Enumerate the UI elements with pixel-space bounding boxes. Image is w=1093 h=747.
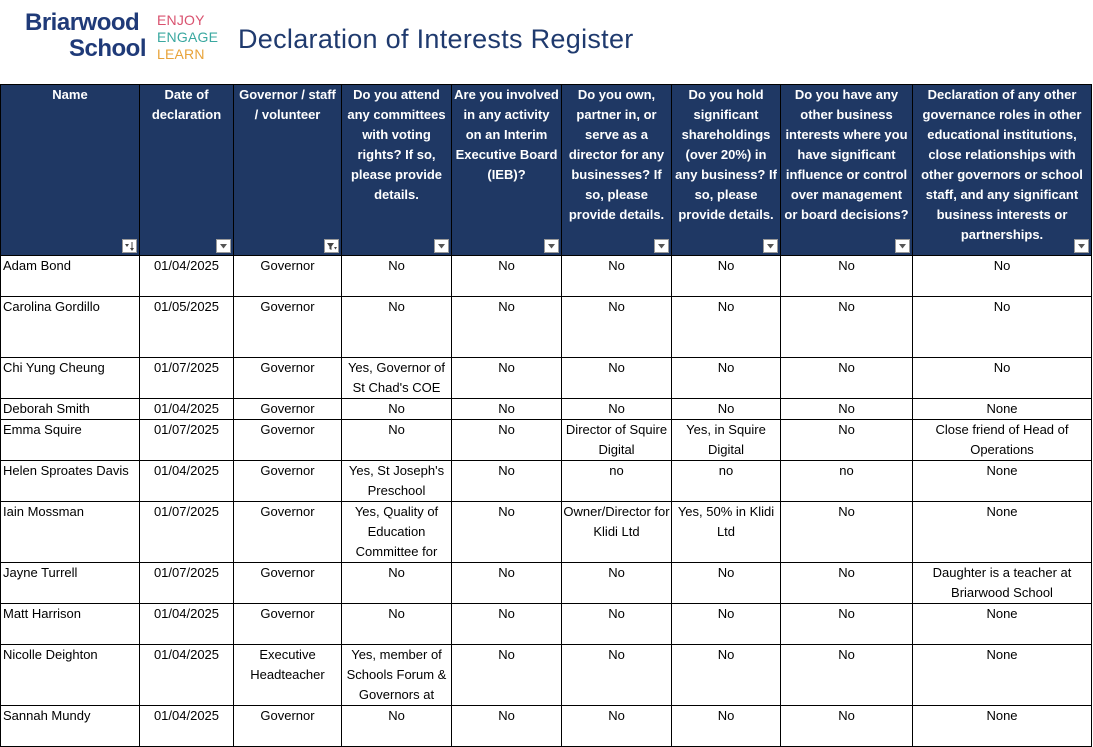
logo-name-line1: Briarwood (25, 9, 140, 36)
cell-other-governance[interactable]: None (913, 399, 1092, 420)
table-body (1, 256, 1092, 747)
cell-other-governance[interactable]: No (913, 256, 1092, 297)
column-header-shareholdings (672, 85, 781, 256)
cell-committees[interactable]: Yes, St Joseph's Preschool (342, 461, 452, 502)
column-header-influence (781, 85, 913, 256)
cell-committees[interactable]: No (342, 706, 452, 747)
cell-date[interactable]: 01/04/2025 (140, 461, 234, 502)
filter-dropdown-button[interactable] (434, 239, 449, 253)
table-row (1, 358, 1092, 399)
cell-date[interactable]: 01/07/2025 (140, 420, 234, 461)
cell-date[interactable]: 01/04/2025 (140, 399, 234, 420)
column-header-label: Do you hold significant shareholdings (over 20%) in any business? If so, please provide details. (675, 87, 777, 222)
cell-shareholdings[interactable]: No (672, 256, 781, 297)
filter-dropdown-button[interactable] (1074, 239, 1089, 253)
dropdown-icon (764, 240, 777, 252)
cell-influence[interactable]: No (781, 563, 913, 604)
dropdown-icon (545, 240, 558, 252)
column-header-label: Declaration of any other governance roles in other educational institutions, close relationships with other governors or school staff, and any significant business interests or partnerships. (921, 87, 1083, 242)
cell-date[interactable]: 01/04/2025 (140, 604, 234, 645)
cell-shareholdings[interactable]: No (672, 399, 781, 420)
column-header-label: Are you involved in any activity on an Interim Executive Board (IEB)? (454, 87, 559, 182)
cell-committees[interactable]: No (342, 420, 452, 461)
page-header (0, 0, 1093, 84)
logo-name-line2: School (69, 35, 147, 62)
cell-ieb[interactable]: No (452, 645, 562, 706)
dropdown-icon (655, 240, 668, 252)
cell-committees[interactable]: No (342, 399, 452, 420)
cell-date[interactable]: 01/05/2025 (140, 297, 234, 358)
filter-active-icon (325, 240, 338, 252)
cell-other-governance[interactable]: No (913, 297, 1092, 358)
sort-filter-button[interactable] (122, 239, 137, 253)
column-header-label: Do you have any other business interests where you have significant influence or control over management or board decisions? (784, 87, 909, 222)
cell-role[interactable]: Governor (234, 604, 342, 645)
sort-icon (123, 240, 136, 252)
interests-table (0, 84, 1092, 747)
cell-name[interactable]: Helen Sproates Davis (1, 461, 140, 502)
cell-other-governance[interactable]: Daughter is a teacher at Briarwood School (913, 563, 1092, 604)
cell-name[interactable]: Matt Harrison (1, 604, 140, 645)
cell-committees[interactable]: No (342, 604, 452, 645)
cell-name[interactable]: Adam Bond (1, 256, 140, 297)
dropdown-icon (1075, 240, 1088, 252)
cell-ieb[interactable]: No (452, 502, 562, 563)
cell-shareholdings[interactable]: No (672, 645, 781, 706)
cell-shareholdings[interactable]: No (672, 358, 781, 399)
cell-committees[interactable]: No (342, 256, 452, 297)
column-header-committees (342, 85, 452, 256)
cell-businesses[interactable]: No (562, 358, 672, 399)
logo-tagline-learn: LEARN (157, 46, 205, 62)
cell-influence[interactable]: No (781, 256, 913, 297)
cell-businesses[interactable]: No (562, 297, 672, 358)
cell-shareholdings[interactable]: No (672, 297, 781, 358)
cell-other-governance[interactable]: None (913, 706, 1092, 747)
cell-role[interactable]: Governor (234, 461, 342, 502)
cell-name[interactable]: Chi Yung Cheung (1, 358, 140, 399)
filter-dropdown-button[interactable] (895, 239, 910, 253)
cell-other-governance[interactable]: None (913, 461, 1092, 502)
table-row (1, 645, 1092, 706)
column-header-role (234, 85, 342, 256)
table-row (1, 399, 1092, 420)
filter-dropdown-button[interactable] (544, 239, 559, 253)
cell-date[interactable]: 01/04/2025 (140, 706, 234, 747)
active-filter-button[interactable] (324, 239, 339, 253)
cell-businesses[interactable]: no (562, 461, 672, 502)
cell-name[interactable]: Carolina Gordillo (1, 297, 140, 358)
cell-influence[interactable]: No (781, 604, 913, 645)
logo-tagline-engage: ENGAGE (157, 29, 219, 45)
cell-committees[interactable]: Yes, member of Schools Forum & Governors at (342, 645, 452, 706)
cell-influence[interactable]: No (781, 399, 913, 420)
table-row (1, 461, 1092, 502)
cell-ieb[interactable]: No (452, 420, 562, 461)
cell-name[interactable]: Deborah Smith (1, 399, 140, 420)
cell-businesses[interactable]: No (562, 604, 672, 645)
cell-shareholdings[interactable]: no (672, 461, 781, 502)
cell-influence[interactable]: No (781, 502, 913, 563)
cell-committees[interactable]: No (342, 297, 452, 358)
cell-businesses[interactable]: Director of Squire Digital (562, 420, 672, 461)
cell-other-governance[interactable]: Close friend of Head of Operations (913, 420, 1092, 461)
cell-role[interactable]: Executive Headteacher (234, 645, 342, 706)
cell-date[interactable]: 01/07/2025 (140, 502, 234, 563)
cell-date[interactable]: 01/07/2025 (140, 563, 234, 604)
cell-name[interactable]: Emma Squire (1, 420, 140, 461)
column-header-label: Do you attend any committees with voting rights? If so, please provide details. (347, 87, 446, 202)
column-header-label: Name (52, 87, 88, 102)
cell-businesses[interactable]: No (562, 706, 672, 747)
table-row (1, 563, 1092, 604)
column-header-date (140, 85, 234, 256)
table-row (1, 706, 1092, 747)
cell-shareholdings[interactable]: Yes, 50% in Klidi Ltd (672, 502, 781, 563)
filter-dropdown-button[interactable] (216, 239, 231, 253)
cell-ieb[interactable]: No (452, 706, 562, 747)
cell-shareholdings[interactable]: No (672, 706, 781, 747)
cell-role[interactable]: Governor (234, 256, 342, 297)
cell-date[interactable]: 01/04/2025 (140, 645, 234, 706)
cell-other-governance[interactable]: None (913, 604, 1092, 645)
column-header-name (1, 85, 140, 256)
cell-date[interactable]: 01/07/2025 (140, 358, 234, 399)
cell-shareholdings[interactable]: No (672, 604, 781, 645)
dropdown-icon (435, 240, 448, 252)
table-row (1, 420, 1092, 461)
column-header-label: Date of declaration (151, 87, 222, 122)
cell-name[interactable]: Nicolle Deighton (1, 645, 140, 706)
cell-role[interactable]: Governor (234, 399, 342, 420)
cell-ieb[interactable]: No (452, 358, 562, 399)
cell-businesses[interactable]: Owner/Director for Klidi Ltd (562, 502, 672, 563)
column-header-label: Governor / staff / volunteer (239, 87, 336, 122)
table-row (1, 502, 1092, 563)
column-header-other-governance (913, 85, 1092, 256)
dropdown-icon (217, 240, 230, 252)
cell-influence[interactable]: No (781, 645, 913, 706)
dropdown-icon (896, 240, 909, 252)
cell-influence[interactable]: No (781, 420, 913, 461)
table-row (1, 604, 1092, 645)
cell-role[interactable]: Governor (234, 297, 342, 358)
column-header-ieb (452, 85, 562, 256)
cell-ieb[interactable]: No (452, 399, 562, 420)
cell-role[interactable]: Governor (234, 420, 342, 461)
cell-name[interactable]: Sannah Mundy (1, 706, 140, 747)
cell-influence[interactable]: no (781, 461, 913, 502)
table-row (1, 297, 1092, 358)
cell-ieb[interactable]: No (452, 461, 562, 502)
cell-ieb[interactable]: No (452, 256, 562, 297)
cell-other-governance[interactable]: None (913, 645, 1092, 706)
cell-date[interactable]: 01/04/2025 (140, 256, 234, 297)
cell-other-governance[interactable]: None (913, 502, 1092, 563)
cell-businesses[interactable]: No (562, 645, 672, 706)
cell-businesses[interactable]: No (562, 256, 672, 297)
cell-committees[interactable]: No (342, 563, 452, 604)
cell-ieb[interactable]: No (452, 604, 562, 645)
filter-dropdown-button[interactable] (654, 239, 669, 253)
header-row (1, 85, 1092, 256)
cell-role[interactable]: Governor (234, 358, 342, 399)
filter-dropdown-button[interactable] (763, 239, 778, 253)
cell-committees[interactable]: Yes, Governor of St Chad's COE (342, 358, 452, 399)
column-header-businesses (562, 85, 672, 256)
cell-other-governance[interactable]: No (913, 358, 1092, 399)
cell-committees[interactable]: Yes, Quality of Education Committee for (342, 502, 452, 563)
cell-ieb[interactable]: No (452, 563, 562, 604)
cell-shareholdings[interactable]: Yes, in Squire Digital (672, 420, 781, 461)
cell-shareholdings[interactable]: No (672, 563, 781, 604)
cell-businesses[interactable]: No (562, 399, 672, 420)
cell-role[interactable]: Governor (234, 563, 342, 604)
page-title: Declaration of Interests Register (238, 24, 634, 54)
cell-name[interactable]: Jayne Turrell (1, 563, 140, 604)
school-logo (25, 8, 225, 68)
cell-influence[interactable]: No (781, 297, 913, 358)
logo-tagline-enjoy: ENJOY (157, 12, 205, 28)
cell-name[interactable]: Iain Mossman (1, 502, 140, 563)
cell-businesses[interactable]: No (562, 563, 672, 604)
cell-influence[interactable]: No (781, 706, 913, 747)
table-row (1, 256, 1092, 297)
cell-role[interactable]: Governor (234, 706, 342, 747)
cell-role[interactable]: Governor (234, 502, 342, 563)
cell-ieb[interactable]: No (452, 297, 562, 358)
cell-influence[interactable]: No (781, 358, 913, 399)
column-header-label: Do you own, partner in, or serve as a director for any businesses? If so, please provide details. (568, 87, 665, 222)
